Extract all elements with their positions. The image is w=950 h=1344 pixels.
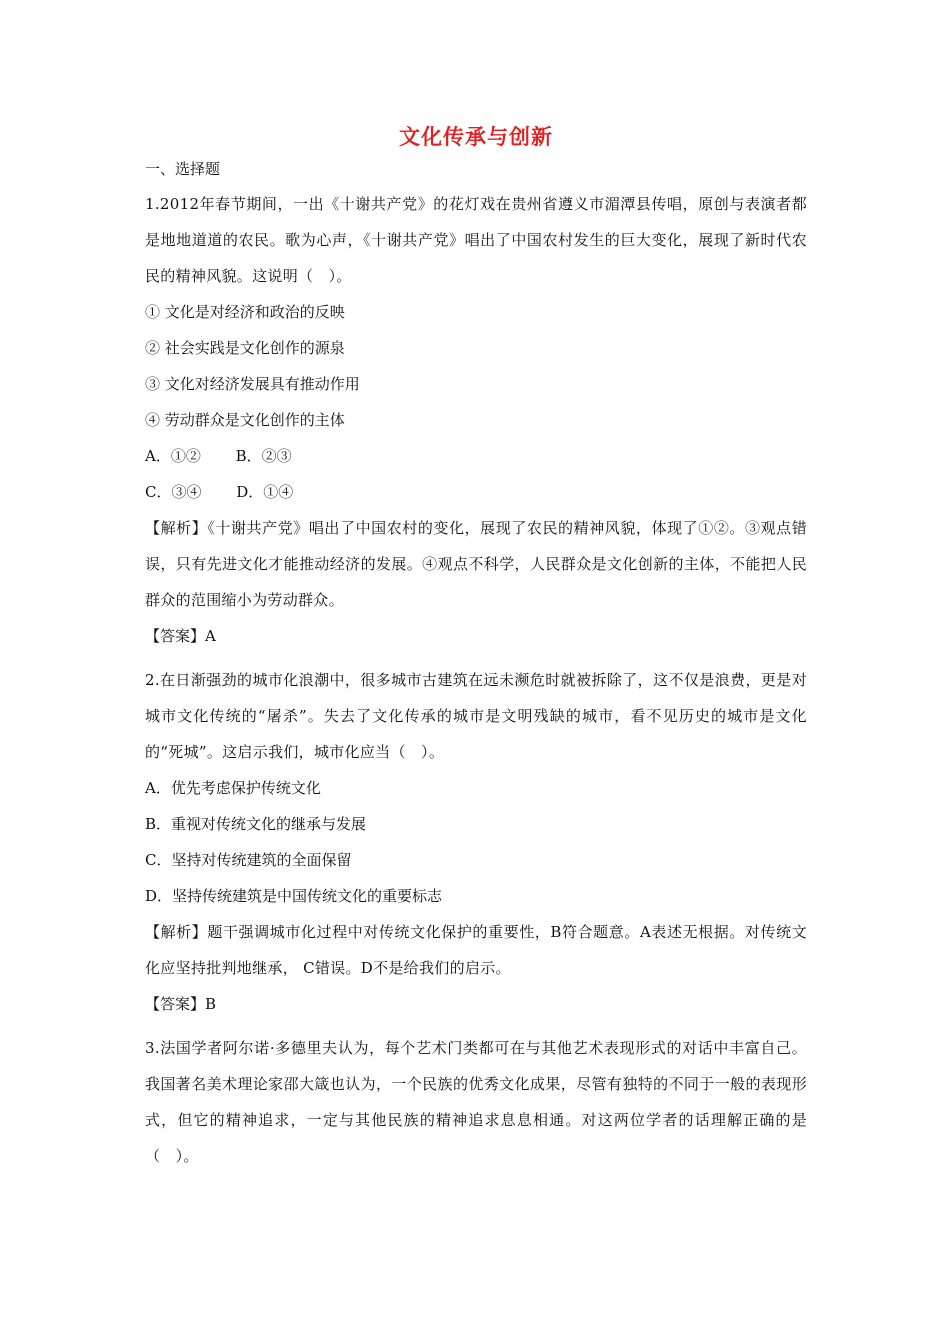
question-3-stem: 3.法国学者阿尔诺·多德里夫认为，每个艺术门类都可在与其他艺术表现形式的对话中丰富自己。我国著名美术理论家邵大箴也认为，一个民族的优秀文化成果，尽管有独特的不同于一般的表现形式，但它的精神追求，一定与其他民族的精神追求息息相通。对这两位学者的话理解正确的是（ ）。 (145, 1039, 807, 1165)
question-1-answer (145, 618, 807, 654)
question-1-analysis (145, 510, 807, 618)
question-2-answer (145, 986, 807, 1022)
question-2-stem: 2.在日渐强劲的城市化浪潮中，很多城市古建筑在远未濒危时就被拆除了，这不仅是浪费，更是对城市文化传统的“屠杀”。失去了文化传承的城市是文明残缺的城市，看不见历史的城市是文化的“死城”。这启示我们，城市化应当（ ）。 (145, 671, 807, 761)
question-1 (145, 186, 807, 654)
question-1-options-cd: C．③④ D．①④ (145, 483, 294, 501)
question-1-item-2: ② 社会实践是文化创作的源泉 (145, 339, 345, 357)
analysis-text: 题干强调城市化过程中对传统文化保护的重要性，B符合题意。A表述无根据。对传统文化应坚持批判地继承， C错误。D不是给我们的启示。 (145, 923, 808, 977)
document-page (145, 118, 807, 1182)
answer-value: B (205, 995, 217, 1013)
question-2-option-a: A．优先考虑保护传统文化 (145, 779, 321, 797)
question-2-option-d: D．坚持传统建筑是中国传统文化的重要标志 (145, 887, 443, 905)
analysis-text: 《十谢共产党》唱出了中国农村的变化，展现了农民的精神风貌，体现了①②。③观点错误，只有先进文化才能推动经济的发展。④观点不科学，人民群众是文化创新的主体，不能把人民群众的范围缩小为劳动群众。 (145, 519, 807, 609)
question-2-option-b: B．重视对传统文化的继承与发展 (145, 815, 367, 833)
question-1-item-3: ③ 文化对经济发展具有推动作用 (145, 375, 360, 393)
question-2 (145, 662, 807, 1022)
answer-value: A (205, 627, 216, 645)
question-1-options-ab: A．①② B．②③ (145, 447, 292, 465)
question-1-item-4: ④ 劳动群众是文化创作的主体 (145, 411, 345, 429)
question-2-option-c: C．坚持对传统建筑的全面保留 (145, 851, 352, 869)
section-heading: 一、选择题 (145, 160, 221, 178)
question-2-analysis (145, 914, 807, 986)
question-3 (145, 1030, 807, 1174)
question-1-stem: 1.2012年春节期间，一出《十谢共产党》的花灯戏在贵州省遵义市湄潭县传唱，原创与表演者都是地地道道的农民。歌为心声，《十谢共产党》唱出了中国农村发生的巨大变化，展现了新时代农民的精神风貌。这说明（ ）。 (145, 195, 807, 285)
question-1-item-1: ① 文化是对经济和政治的反映 (145, 303, 345, 321)
document-title: 文化传承与创新 (399, 124, 553, 149)
answer-label: 【答案】 (145, 995, 206, 1013)
answer-label: 【答案】 (145, 627, 206, 645)
analysis-label: 【解析】 (145, 923, 208, 941)
analysis-label: 【解析】 (145, 519, 208, 537)
